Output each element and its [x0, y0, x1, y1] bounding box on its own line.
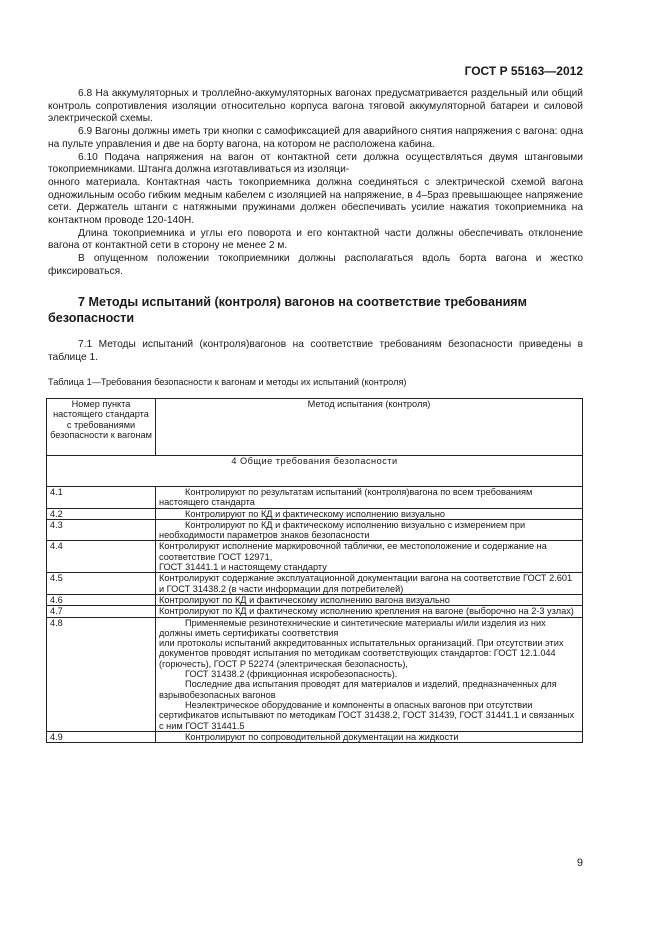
col-header-method: Метод испытания (контроля) [156, 399, 583, 456]
table-row [47, 519, 583, 541]
clause-number: 4.3 [47, 519, 156, 541]
clause-number: 4.1 [47, 487, 156, 509]
test-method-text: ГОСТ 31438.2 (фрикционная искробезопасность). [185, 669, 398, 680]
test-method [156, 541, 583, 573]
clause-number: 4.8 [47, 617, 156, 731]
table-header-row [47, 399, 583, 456]
clause-number: 4.9 [47, 731, 156, 742]
test-method [156, 606, 583, 617]
table-row [47, 731, 583, 742]
paragraph-pantograph-length: Длина токоприемника и углы его поворота и его контактной части должны обеспечивать отклонение вагона от контактной сети в сторону не менее 2 м. [48, 227, 583, 252]
table-row [47, 594, 583, 605]
section-title-line-1: 7 Методы испытаний (контроля) вагонов на соответствие требованиям [78, 295, 527, 309]
section-intro: 7.1 Методы испытаний (контроля)вагонов на соответствие требованиям безопасности приведены в таблице 1. [48, 339, 583, 363]
document-code: ГОСТ Р 55163—2012 [464, 64, 583, 78]
test-method [156, 594, 583, 605]
clause-number: 4.2 [47, 508, 156, 519]
clause-number: 4.4 [47, 541, 156, 573]
test-method-text: Применяемые резинотехнические и синтетические материалы и/или изделия из них должны иметь сертификаты соответствия [159, 617, 546, 638]
clause-number: 4.6 [47, 594, 156, 605]
paragraph-6-9: 6.9 Вагоны должны иметь три кнопки с самофиксацией для аварийного снятия напряжения с вагона: одна на пульте управления и две на борту вагона, на котором не расположена кабина. [48, 126, 583, 150]
table-row [47, 487, 583, 509]
test-method-text: Контролируют по КД и фактическому исполнению визуально [185, 508, 446, 519]
test-method-text: Неэлектрическое оборудование и компоненты в опасных вагонов при отсутствии сертификатов испытывают по методикам ГОСТ 31438.2, ГОСТ 31439, ГОСТ 31441.1 и связанных с ним ГОСТ 31441.5 [159, 699, 575, 731]
table-row [47, 573, 583, 595]
test-method-text: или протоколы испытаний аккредитованных испытательных организаций. При отсутствии этих документов проводят испытания по методикам соответствующих стандартов: ГОСТ 12.1.044 (горючесть), ГОСТ Р 52274 (электрическая безопасность), [159, 638, 564, 669]
section-title [48, 295, 583, 326]
test-method [156, 519, 583, 541]
table-section-row [47, 456, 583, 487]
test-method-text: Контролируют по КД и фактическому исполнению крепления на вагоне (выборочно на 2-3 узлах) [159, 606, 574, 617]
table-row [47, 508, 583, 519]
test-method [156, 573, 583, 595]
table-row [47, 606, 583, 617]
paragraph-6-10: 6.10 Подача напряжения на вагон от контактной сети должна осуществляться двумя штанговыми токоприемниками. Штанга должна изготавливаться из изоляци- [48, 151, 583, 176]
test-method-text: Контролируют содержание эксплуатационной документации вагона на соответствие ГОСТ 2.601 и ГОСТ 31438.2 (в части информации для потребителей) [159, 573, 573, 594]
test-method-text: Контролируют по КД и фактическому исполнению визуально с измерением при необходимости параметров знаков безопасности [159, 519, 526, 541]
test-method-text: ГОСТ 31441.1 и настоящему стандарту [159, 562, 327, 573]
body-text [48, 88, 583, 279]
paragraph-pantograph-position: В опущенном положении токоприемники должны располагаться вдоль борта вагона и жестко фиксироваться. [48, 253, 583, 277]
table-row [47, 617, 583, 731]
requirements-table [46, 398, 583, 743]
table-row [47, 541, 583, 573]
paragraph-6-10-continued: онного материала. Контактная часть токоприемника должна соединяться с электрической схемой вагона одножильным особо гибким медным кабелем с изоляцией на напряжение, в 4–5раз превышающее напряжение сети. Держатель штанги с натяжными пружинами должен обеспечивать усилие нажатия токоприемника на контактном проводе 120-140Н. [48, 176, 583, 227]
table-section-title: 4 Общие требования безопасности [47, 456, 583, 487]
clause-number: 4.5 [47, 573, 156, 595]
col-header-clause: Номер пункта настоящего стандарта с требованиями безопасности к вагонам [47, 399, 156, 456]
table-caption: Таблица 1—Требования безопасности к вагонам и методы их испытаний (контроля) [48, 377, 407, 387]
test-method [156, 508, 583, 519]
test-method-text: Контролируют по сопроводительной документации на жидкости [185, 731, 459, 742]
test-method-text: Последние два испытания проводят для материалов и изделий, предназначенных для взрывобезопасных вагонов [159, 679, 557, 700]
test-method [156, 731, 583, 742]
clause-number: 4.7 [47, 606, 156, 617]
page-number: 9 [576, 857, 583, 869]
test-method-text: Контролируют по результатам испытаний (контроля)вагона по всем требованиям настоящего стандарта [159, 487, 533, 508]
test-method [156, 487, 583, 509]
paragraph-6-8: 6.8 На аккумуляторных и троллейно-аккумуляторных вагонах предусматривается раздельный или общий контроль сопротивления изоляции относительно корпуса вагона тяговой аккумуляторной батареи и силовой электрической схемы. [48, 88, 583, 125]
test-method [156, 617, 583, 731]
test-method-text: Контролируют исполнение маркировочной таблички, ее местоположение и содержание на соответствие ГОСТ 12971, [159, 541, 547, 562]
section-title-line-2: безопасности [48, 310, 135, 325]
test-method-text: Контролируют по КД и фактическому исполнению вагона визуально [159, 594, 450, 605]
